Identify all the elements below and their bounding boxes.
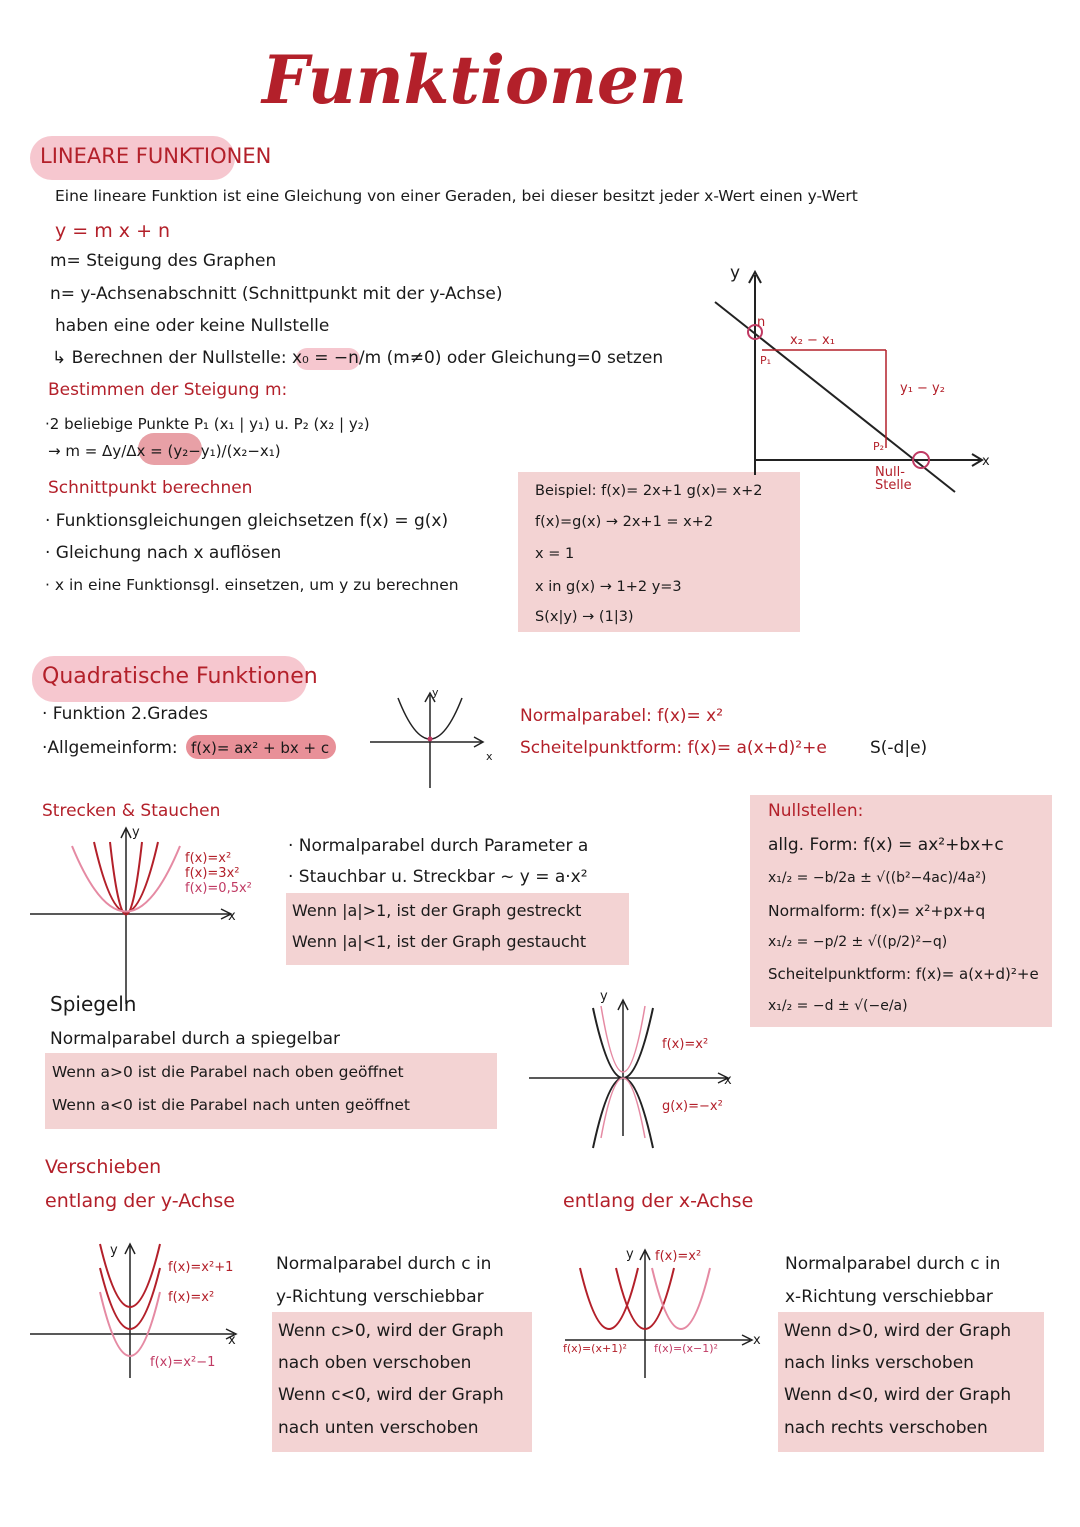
shift-x-text: x-Richtung verschiebbar xyxy=(785,1287,993,1307)
quadratic-heading: Quadratische Funktionen xyxy=(42,664,318,689)
linear-graph-dy: y₁ − y₂ xyxy=(900,381,945,396)
zeros-line: x₁/₂ = −p/2 ± √((p/2)²−q) xyxy=(768,934,948,950)
example-line: Beispiel: f(x)= 2x+1 g(x)= x+2 xyxy=(535,483,763,499)
shift-y-axis-x-label: x xyxy=(228,1333,236,1348)
shift-x-heading: entlang der x-Achse xyxy=(563,1190,754,1212)
intersect-step: · Gleichung nach x auflösen xyxy=(45,543,282,563)
intersect-step: · Funktionsgleichungen gleichsetzen f(x) = g(x) xyxy=(45,511,449,531)
stretch-label: f(x)=x² xyxy=(185,851,232,866)
linear-graph-dx: x₂ − x₁ xyxy=(790,333,835,348)
intersect-step: · x in eine Funktionsgl. einsetzen, um y zu berechnen xyxy=(45,576,459,594)
slope-heading: Bestimmen der Steigung m: xyxy=(48,380,288,400)
shift-y-text: y-Richtung verschiebbar xyxy=(276,1287,484,1307)
quadratic-graph-y-label: y xyxy=(432,686,439,699)
mirror-heading: Spiegeln xyxy=(50,992,137,1016)
linear-graph-n-label: n xyxy=(757,315,766,330)
shift-y-label: f(x)=x² xyxy=(168,1290,215,1305)
zeros-line: x₁/₂ = −b/2a ± √((b²−4ac)/4a²) xyxy=(768,870,987,886)
stretch-text: · Normalparabel durch Parameter a xyxy=(288,836,589,856)
page-title: Funktionen xyxy=(262,41,687,119)
shift-x-axis-y-label: y xyxy=(626,1247,634,1262)
stretch-box-line: Wenn |a|<1, ist der Graph gestaucht xyxy=(292,932,587,951)
quadratic-degree: · Funktion 2.Grades xyxy=(42,704,208,724)
linear-m-definition: m= Steigung des Graphen xyxy=(50,251,277,271)
zeros-line: Scheitelpunktform: f(x)= a(x+d)²+e xyxy=(768,965,1039,983)
zeros-line: allg. Form: f(x) = ax²+bx+c xyxy=(768,835,1004,855)
shift-x-box-line: nach rechts verschoben xyxy=(784,1418,988,1438)
shift-x-box-line: nach links verschoben xyxy=(784,1353,974,1373)
shift-x-text: Normalparabel durch c in xyxy=(785,1254,1001,1274)
shift-y-heading: entlang der y-Achse xyxy=(45,1190,235,1212)
mirror-x-label: x xyxy=(724,1073,732,1088)
intersect-heading: Schnittpunkt berechnen xyxy=(48,478,253,498)
linear-graph xyxy=(700,260,1000,500)
slope-points: ·2 beliebige Punkte P₁ (x₁ | y₁) u. P₂ (x₂ | y₂) xyxy=(45,415,370,433)
mirror-text: Normalparabel durch a spiegelbar xyxy=(50,1029,341,1049)
linear-graph-y-label: y xyxy=(730,263,741,283)
stretch-x-label: x xyxy=(228,909,236,924)
linear-intro: Eine lineare Funktion ist eine Gleichung von einer Geraden, bei dieser besitzt jeder x-Wert einen y-Wert xyxy=(55,187,858,205)
mirror-y-label: y xyxy=(600,989,608,1004)
linear-n-definition: n= y-Achsenabschnitt (Schnittpunkt mit der y-Achse) xyxy=(50,284,503,304)
shift-x-axis-x-label: x xyxy=(753,1333,761,1348)
shift-y-box-line: Wenn c>0, wird der Graph xyxy=(278,1321,504,1341)
shift-y-box-line: nach oben verschoben xyxy=(278,1353,472,1373)
quadratic-normal-graph xyxy=(370,690,490,790)
stretch-heading: Strecken & Stauchen xyxy=(42,801,221,821)
stretch-box-line: Wenn |a|>1, ist der Graph gestreckt xyxy=(292,901,582,920)
shift-y-box-line: nach unten verschoben xyxy=(278,1418,479,1438)
shift-y-text: Normalparabel durch c in xyxy=(276,1254,492,1274)
shift-y-label: f(x)=x²−1 xyxy=(150,1355,216,1370)
example-line: x in g(x) → 1+2 y=3 xyxy=(535,579,682,595)
linear-graph-p2: P₂ xyxy=(873,440,885,453)
shift-y-label: f(x)=x²+1 xyxy=(168,1260,234,1275)
quadratic-general-label: ·Allgemeinform: xyxy=(42,738,178,758)
stretch-label: f(x)=3x² xyxy=(185,866,240,881)
stretch-label: f(x)=0,5x² xyxy=(185,881,252,896)
linear-formula: y = m x + n xyxy=(55,220,171,242)
shift-x-box-line: Wenn d>0, wird der Graph xyxy=(784,1321,1012,1341)
shift-y-axis-label: y xyxy=(110,1243,118,1258)
mirror-g-label: g(x)=−x² xyxy=(662,1099,723,1114)
quadratic-graph-x-label: x xyxy=(486,750,493,763)
example-line: f(x)=g(x) → 2x+1 = x+2 xyxy=(535,514,714,530)
shift-x-label: f(x)=(x+1)² xyxy=(563,1342,627,1355)
zeros-heading: Nullstellen: xyxy=(768,801,864,821)
stretch-text: · Stauchbar u. Streckbar ~ y = a·x² xyxy=(288,867,588,887)
slope-formula: → m = Δy/Δx = (y₂−y₁)/(x₂−x₁) xyxy=(48,442,281,460)
shift-y-box-line: Wenn c<0, wird der Graph xyxy=(278,1385,504,1405)
quadratic-general-form: f(x)= ax² + bx + c xyxy=(191,739,330,757)
linear-graph-zero-label: Null- Stelle xyxy=(875,465,912,493)
stretch-y-label: y xyxy=(132,825,140,840)
mirror-box-line: Wenn a>0 ist die Parabel nach oben geöffnet xyxy=(52,1063,404,1081)
mirror-f-label: f(x)=x² xyxy=(662,1037,709,1052)
linear-heading: LINEARE FUNKTIONEN xyxy=(40,144,272,168)
linear-zero-calc: ↳ Berechnen der Nullstelle: x₀ = −n/m (m≠0) oder Gleichung=0 setzen xyxy=(52,348,664,368)
vertex: S(-d|e) xyxy=(870,738,928,758)
example-line: x = 1 xyxy=(535,546,575,562)
zeros-line: x₁/₂ = −d ± √(−e/a) xyxy=(768,998,908,1014)
linear-graph-p1: P₁ xyxy=(760,354,772,367)
mirror-box-line: Wenn a<0 ist die Parabel nach unten geöffnet xyxy=(52,1096,411,1114)
zeros-line: Normalform: f(x)= x²+px+q xyxy=(768,902,986,920)
linear-graph-x-label: x xyxy=(982,454,990,469)
shift-heading: Verschieben xyxy=(45,1156,162,1178)
shift-x-box-line: Wenn d<0, wird der Graph xyxy=(784,1385,1012,1405)
vertex-form: Scheitelpunktform: f(x)= a(x+d)²+e xyxy=(520,738,827,758)
shift-x-label: f(x)=x² xyxy=(655,1249,702,1264)
linear-zeros-text: haben eine oder keine Nullstelle xyxy=(55,316,330,336)
shift-x-label: f(x)=(x−1)² xyxy=(654,1342,718,1355)
example-line: S(x|y) → (1|3) xyxy=(535,609,634,625)
normal-parabola: Normalparabel: f(x)= x² xyxy=(520,706,724,726)
